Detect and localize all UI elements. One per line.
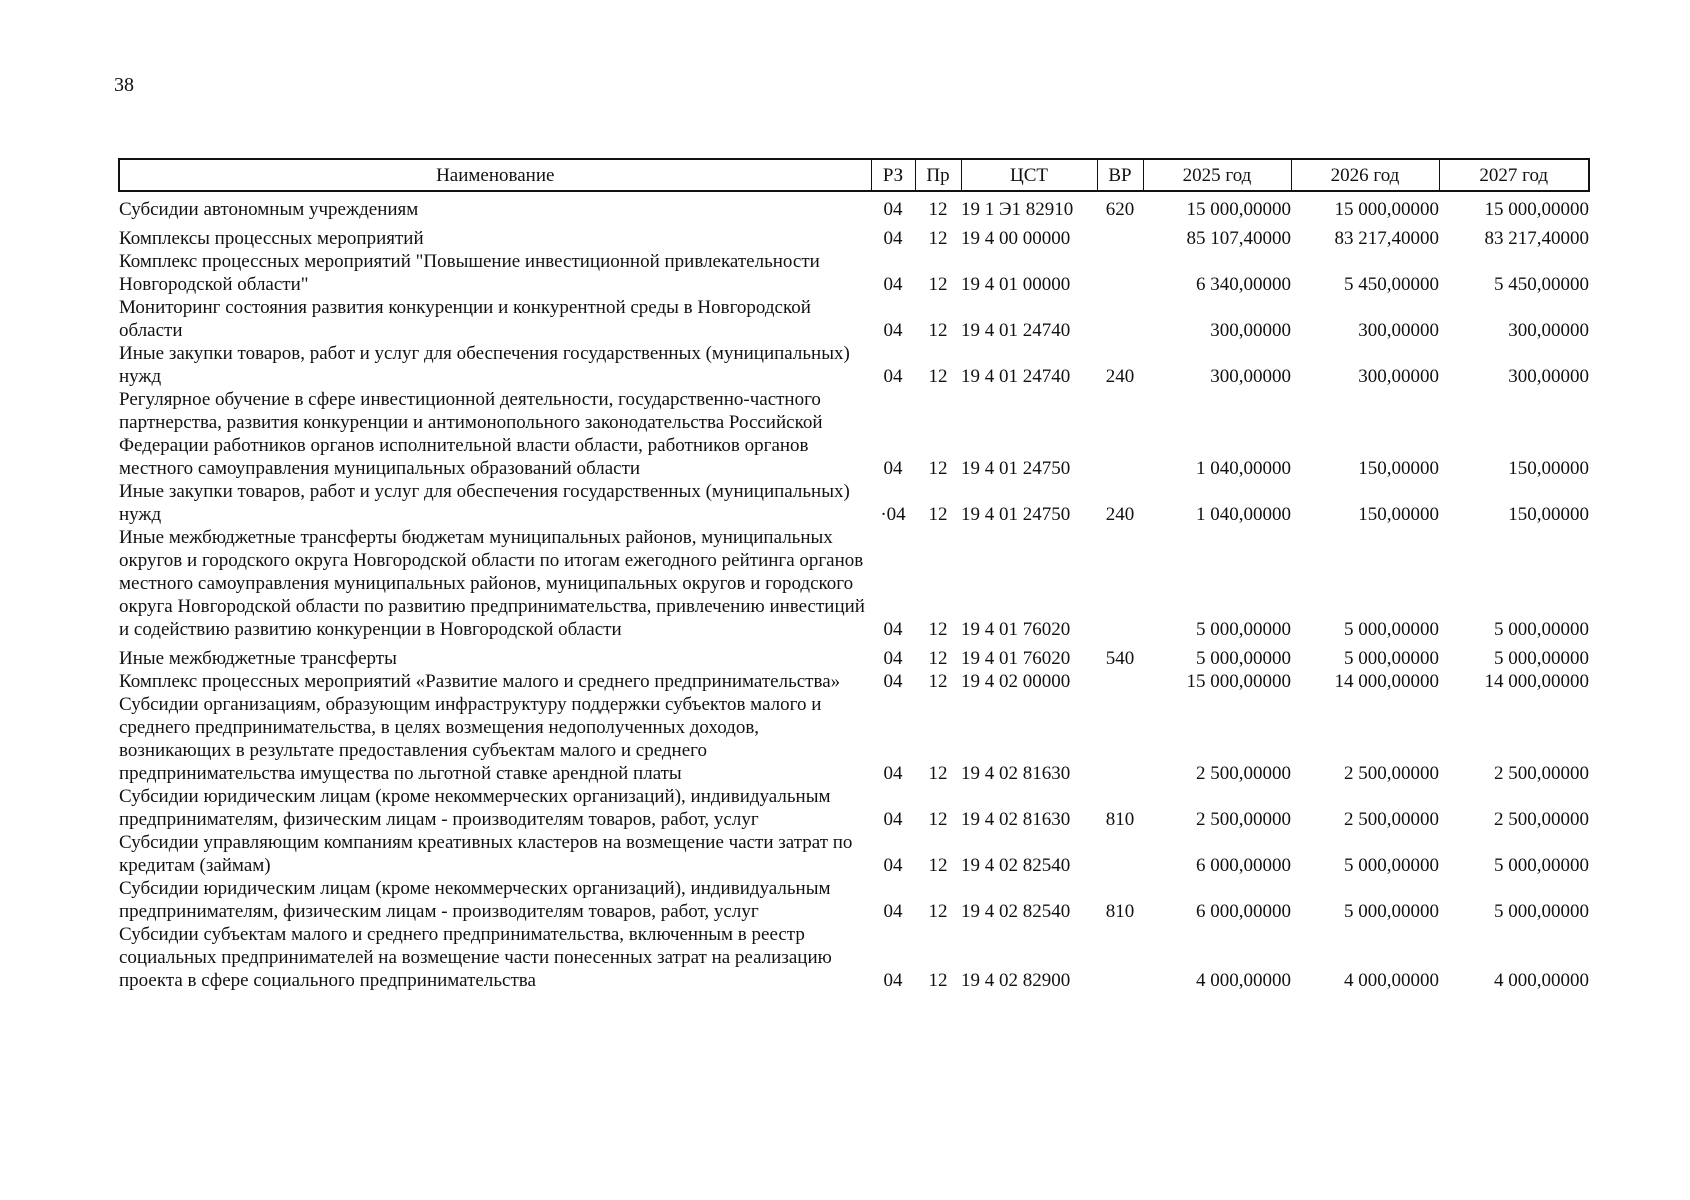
row-rz: 04 xyxy=(883,855,903,876)
row-name: Субсидии юридическим лицам (кроме некоммерческих организаций), индивидуальным предпринимателям, физическим лицам - производителям товаров, работ, услуг xyxy=(119,878,831,922)
row-2027: 5 450,00000 xyxy=(1494,274,1589,295)
row-vr: 240 xyxy=(1105,366,1135,387)
row-vr: 540 xyxy=(1105,648,1135,669)
row-pr: 12 xyxy=(928,199,948,220)
row-name: Субсидии автономным учреждениям xyxy=(119,199,419,220)
row-pr: 12 xyxy=(928,855,948,876)
row-vr xyxy=(1097,221,1143,250)
row-2027: 300,00000 xyxy=(1508,366,1589,387)
row-pr: 12 xyxy=(928,504,948,525)
row-2027: 150,00000 xyxy=(1508,504,1589,525)
row-rz: 04 xyxy=(883,671,903,692)
row-2027: 5 000,00000 xyxy=(1494,901,1589,922)
row-pr: 12 xyxy=(928,763,948,784)
row-2025: 300,00000 xyxy=(1210,320,1291,341)
row-cst: 19 4 01 76020 xyxy=(961,619,1071,640)
table-row xyxy=(119,250,1589,296)
row-2025: 5 000,00000 xyxy=(1196,648,1291,669)
table-row xyxy=(119,670,1589,693)
row-2025: 300,00000 xyxy=(1210,366,1291,387)
table-row xyxy=(119,785,1589,831)
row-2026: 300,00000 xyxy=(1358,320,1439,341)
row-rz: 04 xyxy=(883,366,903,387)
row-2025: 85 107,40000 xyxy=(1186,228,1291,249)
row-2027: 5 000,00000 xyxy=(1494,648,1589,669)
row-2026: 5 450,00000 xyxy=(1344,274,1439,295)
header-2027: 2027 год xyxy=(1439,159,1589,191)
row-vr xyxy=(1097,250,1143,296)
row-2025: 2 500,00000 xyxy=(1196,763,1291,784)
row-name: Иные закупки товаров, работ и услуг для обеспечения государственных (муниципальных) нужд xyxy=(119,481,850,525)
row-rz: 04 xyxy=(883,648,903,669)
row-cst: 19 4 02 82900 xyxy=(961,970,1071,991)
row-2027: 15 000,00000 xyxy=(1484,199,1589,220)
header-2026: 2026 год xyxy=(1291,159,1439,191)
header-cst: ЦСТ xyxy=(961,159,1097,191)
row-pr: 12 xyxy=(928,901,948,922)
row-vr xyxy=(1097,923,1143,992)
row-2027: 300,00000 xyxy=(1508,320,1589,341)
row-name: Комплекс процессных мероприятий "Повышение инвестиционной привлекательности Новгородской области" xyxy=(119,251,820,295)
row-rz: 04 xyxy=(883,199,903,220)
table-row xyxy=(119,296,1589,342)
row-pr: 12 xyxy=(928,619,948,640)
row-vr: 810 xyxy=(1105,809,1135,830)
row-vr xyxy=(1097,831,1143,877)
row-2027: 150,00000 xyxy=(1508,458,1589,479)
header-2025: 2025 год xyxy=(1143,159,1291,191)
row-2025: 5 000,00000 xyxy=(1196,619,1291,640)
row-vr: 240 xyxy=(1105,504,1135,525)
row-cst: 19 4 01 00000 xyxy=(961,274,1071,295)
row-vr xyxy=(1097,388,1143,480)
table-row xyxy=(119,641,1589,670)
table-row xyxy=(119,388,1589,480)
table-row xyxy=(119,342,1589,388)
row-rz: 04 xyxy=(883,274,903,295)
table-body xyxy=(119,191,1589,992)
row-cst: 19 4 02 81630 xyxy=(961,763,1071,784)
row-vr: 620 xyxy=(1105,199,1135,220)
row-2025: 2 500,00000 xyxy=(1196,809,1291,830)
row-pr: 12 xyxy=(928,458,948,479)
row-2026: 5 000,00000 xyxy=(1344,619,1439,640)
row-name: Субсидии организациям, образующим инфраструктуру поддержки субъектов малого и среднего предпринимательства, в целях возмещения недополученных доходов, возникающих в результате предоставления субъектам малого и среднего предпринимательства имущества по льготной ставке арендной платы xyxy=(119,694,822,784)
row-rz: 04 xyxy=(883,809,903,830)
row-name: Иные закупки товаров, работ и услуг для обеспечения государственных (муниципальных) нужд xyxy=(119,343,850,387)
row-cst: 19 4 01 24740 xyxy=(961,366,1071,387)
row-2026: 5 000,00000 xyxy=(1344,901,1439,922)
row-2026: 2 500,00000 xyxy=(1344,809,1439,830)
row-2026: 150,00000 xyxy=(1358,504,1439,525)
row-cst: 19 4 01 76020 xyxy=(961,648,1071,669)
row-vr xyxy=(1097,670,1143,693)
row-2026: 300,00000 xyxy=(1358,366,1439,387)
row-rz: 04 xyxy=(883,619,903,640)
row-2027: 2 500,00000 xyxy=(1494,763,1589,784)
row-2025: 6 000,00000 xyxy=(1196,855,1291,876)
budget-table xyxy=(118,158,1590,992)
row-name: Комплексы процессных мероприятий xyxy=(119,228,424,249)
table-row xyxy=(119,480,1589,526)
row-rz: ·04 xyxy=(880,504,906,525)
row-pr: 12 xyxy=(928,366,948,387)
row-name: Иные межбюджетные трансферты бюджетам муниципальных районов, муниципальных округов и городского округа Новгородской области по итогам ежегодного рейтинга органов местного самоуправления муниципальных районов, муниципальных округов и городского округа Новгородской области по развитию предпринимательства, привлечению инвестиций и содействию развитию конкуренции в Новгородской области xyxy=(119,527,865,640)
header-vr: ВР xyxy=(1097,159,1143,191)
row-2027: 5 000,00000 xyxy=(1494,619,1589,640)
row-2025: 4 000,00000 xyxy=(1196,970,1291,991)
row-rz: 04 xyxy=(883,458,903,479)
table-row xyxy=(119,221,1589,250)
row-name: Субсидии управляющим компаниям креативных кластеров на возмещение части затрат по кредитам (займам) xyxy=(119,832,853,876)
row-vr xyxy=(1097,296,1143,342)
row-2025: 1 040,00000 xyxy=(1196,504,1291,525)
row-name: Субсидии юридическим лицам (кроме некоммерческих организаций), индивидуальным предпринимателям, физическим лицам - производителям товаров, работ, услуг xyxy=(119,786,831,830)
row-cst: 19 4 02 81630 xyxy=(961,809,1071,830)
row-cst: 19 4 02 82540 xyxy=(961,901,1071,922)
table-row xyxy=(119,877,1589,923)
row-cst: 19 4 02 82540 xyxy=(961,855,1071,876)
row-cst: 19 4 00 00000 xyxy=(961,228,1071,249)
row-cst: 19 4 01 24750 xyxy=(961,504,1071,525)
row-2027: 83 217,40000 xyxy=(1484,228,1589,249)
row-vr xyxy=(1097,693,1143,785)
row-pr: 12 xyxy=(928,809,948,830)
row-2027: 5 000,00000 xyxy=(1494,855,1589,876)
row-name: Регулярное обучение в сфере инвестиционной деятельности, государственно-частного партнерства, развития конкуренции и антимонопольного законодательства Российской Федерации работников органов исполнительной власти области, работников органов местного самоуправления муниципальных образований области xyxy=(119,389,823,479)
header-name: Наименование xyxy=(119,159,871,191)
row-cst: 19 1 Э1 82910 xyxy=(961,199,1074,220)
row-2026: 4 000,00000 xyxy=(1344,970,1439,991)
row-pr: 12 xyxy=(928,671,948,692)
row-name: Иные межбюджетные трансферты xyxy=(119,648,397,669)
row-2025: 15 000,00000 xyxy=(1186,671,1291,692)
table-row xyxy=(119,923,1589,992)
row-2027: 4 000,00000 xyxy=(1494,970,1589,991)
row-vr xyxy=(1097,526,1143,641)
row-rz: 04 xyxy=(883,763,903,784)
row-rz: 04 xyxy=(883,320,903,341)
header-pr: Пр xyxy=(915,159,961,191)
table-row xyxy=(119,693,1589,785)
page-number: 38 xyxy=(114,74,134,96)
row-pr: 12 xyxy=(928,274,948,295)
row-2025: 6 340,00000 xyxy=(1196,274,1291,295)
row-2026: 2 500,00000 xyxy=(1344,763,1439,784)
row-2025: 6 000,00000 xyxy=(1196,901,1291,922)
row-2026: 5 000,00000 xyxy=(1344,855,1439,876)
row-2025: 15 000,00000 xyxy=(1186,199,1291,220)
table-row xyxy=(119,191,1589,221)
row-rz: 04 xyxy=(883,901,903,922)
row-pr: 12 xyxy=(928,648,948,669)
row-name: Мониторинг состояния развития конкуренции и конкурентной среды в Новгородской области xyxy=(119,297,811,341)
row-2025: 1 040,00000 xyxy=(1196,458,1291,479)
row-2026: 5 000,00000 xyxy=(1344,648,1439,669)
row-cst: 19 4 01 24750 xyxy=(961,458,1071,479)
table-header xyxy=(119,159,1589,191)
row-cst: 19 4 01 24740 xyxy=(961,320,1071,341)
row-pr: 12 xyxy=(928,228,948,249)
row-vr: 810 xyxy=(1105,901,1135,922)
row-2027: 14 000,00000 xyxy=(1484,671,1589,692)
table-row xyxy=(119,526,1589,641)
row-2027: 2 500,00000 xyxy=(1494,809,1589,830)
row-rz: 04 xyxy=(883,228,903,249)
row-name: Комплекс процессных мероприятий «Развитие малого и среднего предпринимательства» xyxy=(119,671,841,692)
table-row xyxy=(119,831,1589,877)
row-2026: 83 217,40000 xyxy=(1334,228,1439,249)
header-rz: РЗ xyxy=(871,159,915,191)
row-2026: 150,00000 xyxy=(1358,458,1439,479)
row-pr: 12 xyxy=(928,970,948,991)
row-name: Субсидии субъектам малого и среднего предпринимательства, включенным в реестр социальных предпринимателей на возмещение части понесенных затрат на реализацию проекта в сфере социального предпринимательства xyxy=(119,924,832,991)
row-2026: 14 000,00000 xyxy=(1334,671,1439,692)
row-cst: 19 4 02 00000 xyxy=(961,671,1071,692)
row-pr: 12 xyxy=(928,320,948,341)
row-2026: 15 000,00000 xyxy=(1334,199,1439,220)
row-rz: 04 xyxy=(883,970,903,991)
